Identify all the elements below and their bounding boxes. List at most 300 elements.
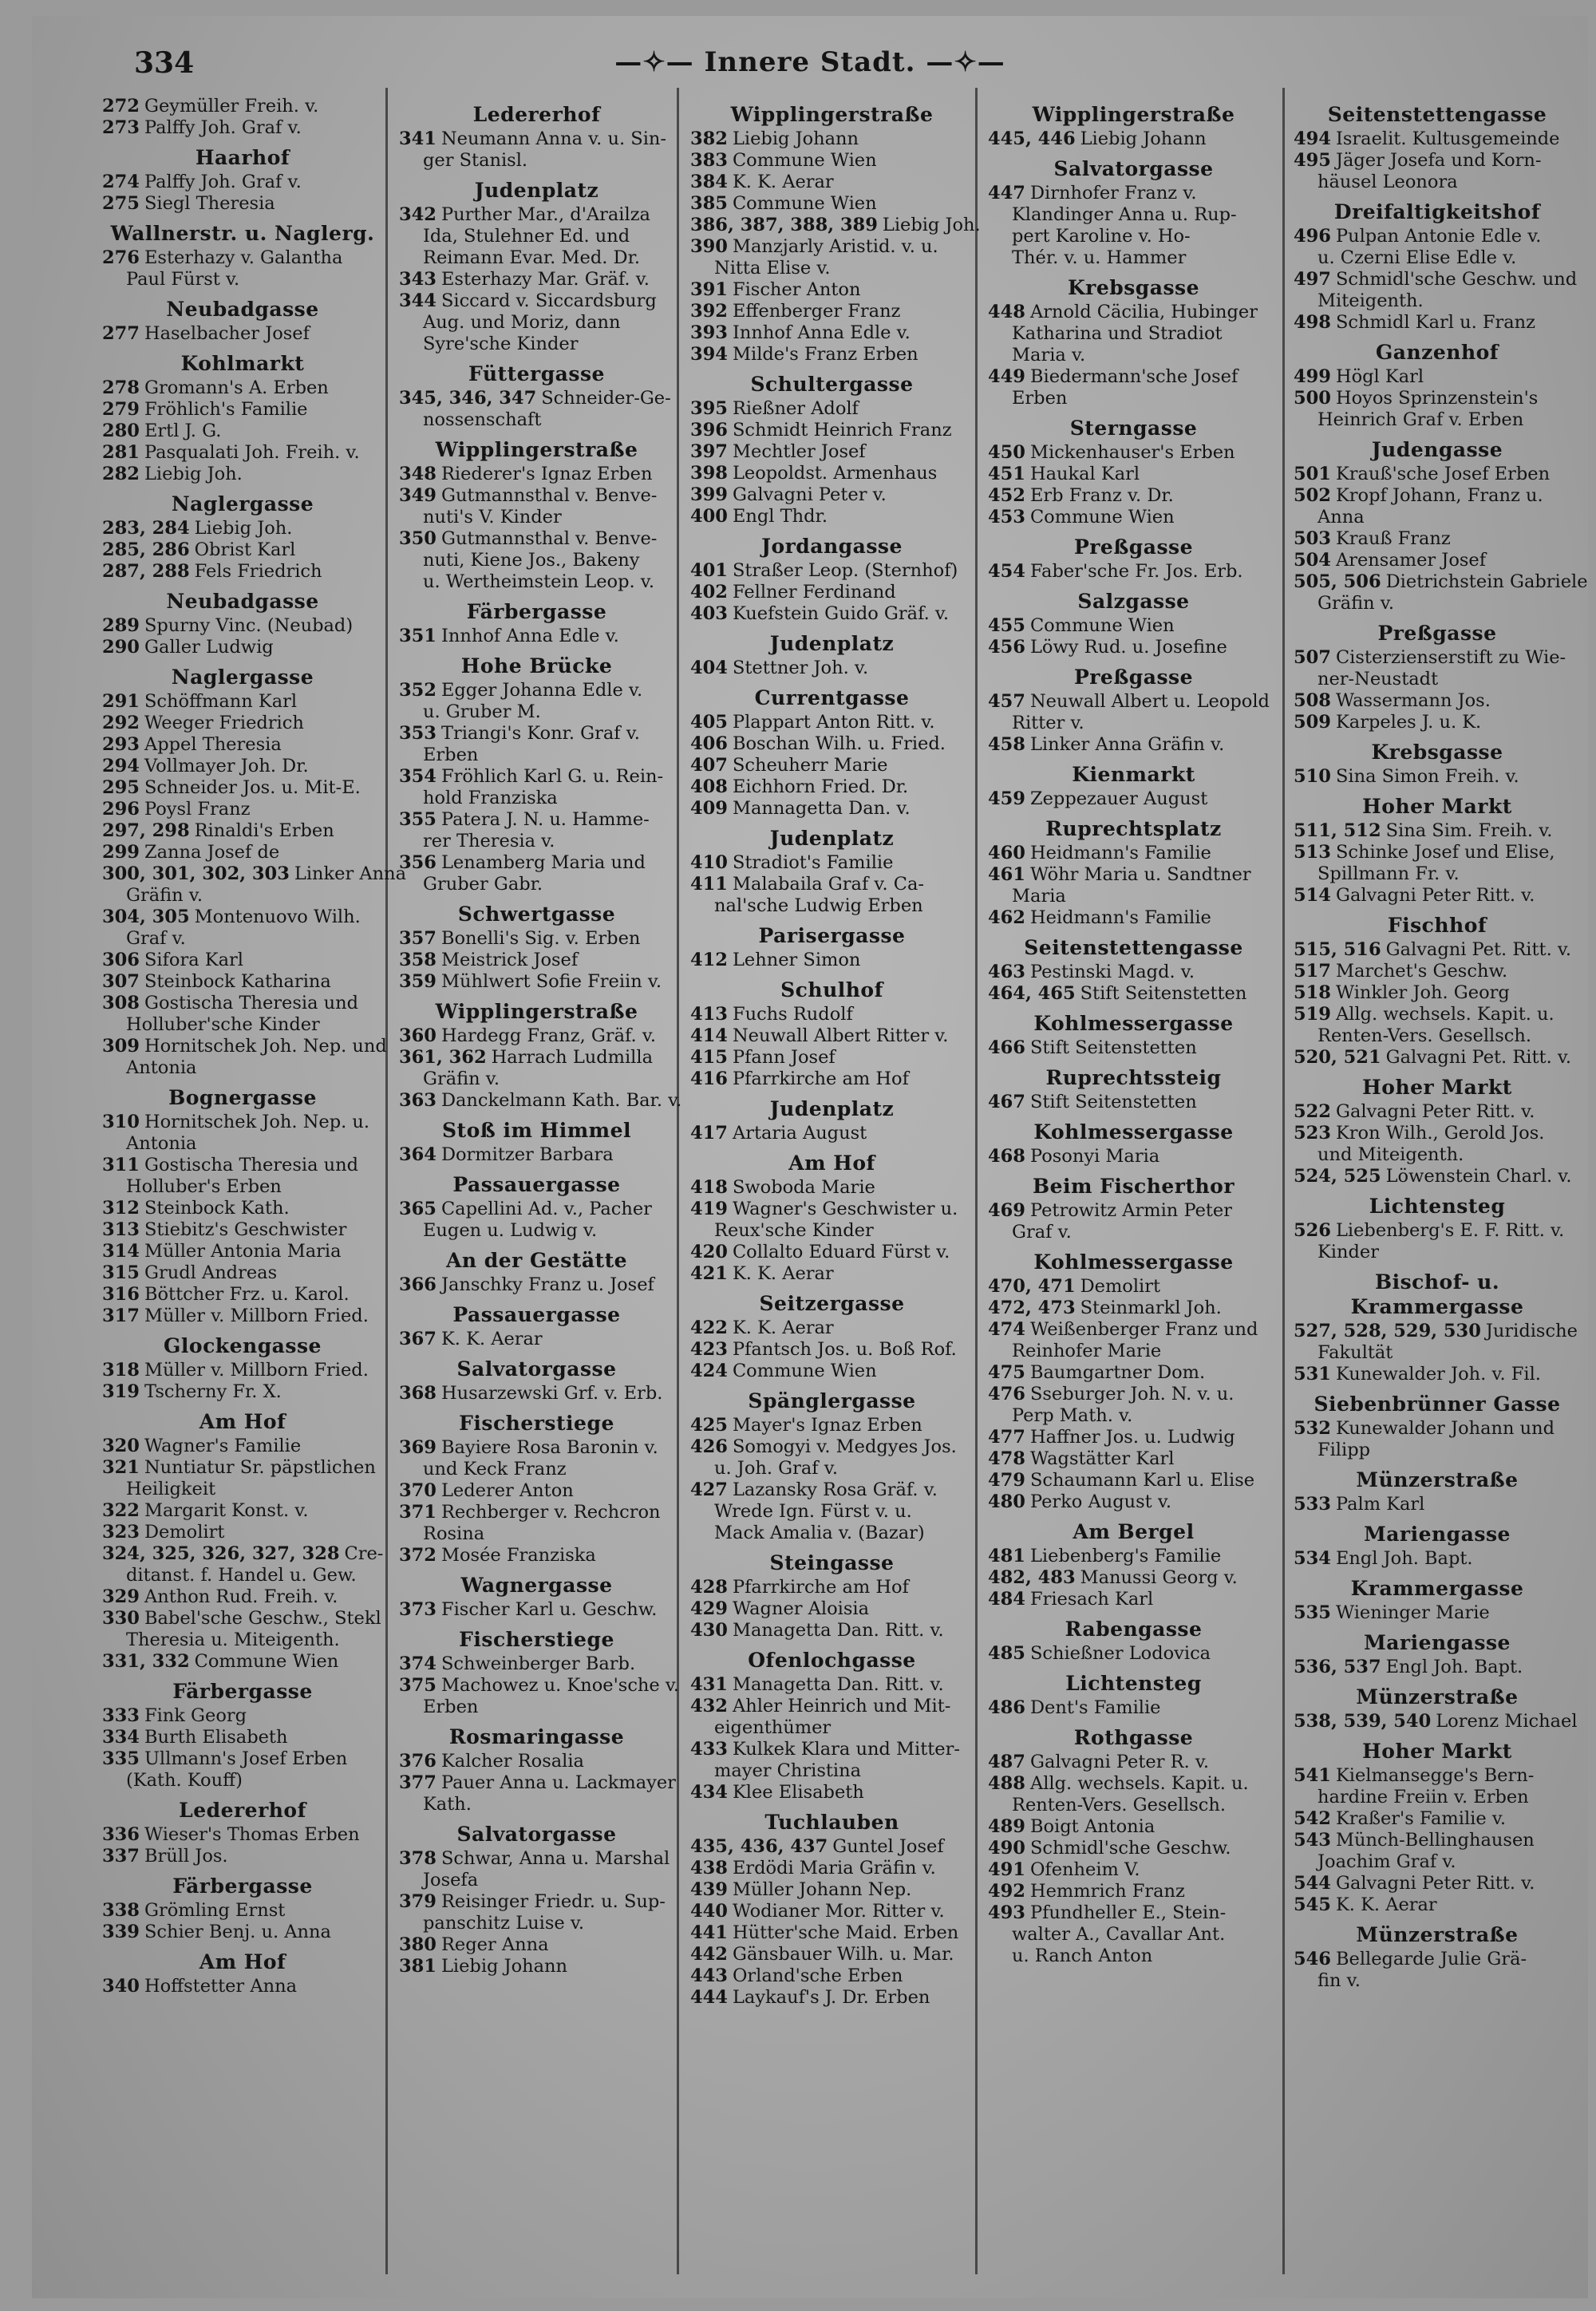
owner-name: Allg. wechsels. Kapit. u.	[1029, 1773, 1249, 1794]
owner-name: nuti's V. Kinder	[423, 507, 562, 527]
house-number: 522	[1294, 1101, 1331, 1122]
house-number: 466	[988, 1037, 1025, 1058]
owner-name: Dirnhofer Franz v.	[1029, 183, 1197, 203]
house-entry-continuation	[102, 269, 383, 290]
street-heading: Judengasse	[1371, 438, 1503, 461]
house-entry-continuation	[988, 1405, 1279, 1427]
house-entry	[102, 907, 383, 928]
owner-name: Steinbock Kath.	[144, 1198, 290, 1219]
owner-name: Erb Franz v. Dr.	[1029, 485, 1174, 506]
house-entry	[102, 1651, 383, 1673]
owner-name: Gräfin v.	[1317, 593, 1394, 614]
owner-name: Wagner's Familie	[144, 1436, 302, 1456]
owner-name: Innhof Anna Edle v.	[732, 322, 911, 343]
house-number: 414	[690, 1025, 728, 1046]
street-heading: Fischhof	[1387, 914, 1487, 937]
owner-name: Effenberger Franz	[732, 301, 901, 322]
owner-name: Hoyos Sprinzenstein's	[1335, 388, 1539, 409]
house-entry-continuation	[988, 1341, 1279, 1362]
owner-name: Liebig Johann	[440, 1956, 568, 1977]
owner-name: Liebig Joh.	[194, 518, 293, 539]
owner-name: nuti, Kiene Jos., Bakeny	[423, 550, 640, 571]
house-entry	[988, 788, 1279, 810]
house-number: 423	[690, 1339, 728, 1360]
house-entry	[690, 1739, 974, 1760]
house-entry	[102, 1900, 383, 1922]
house-number: 285, 286	[102, 539, 190, 560]
house-entry-continuation	[399, 312, 674, 334]
owner-name: Müller Antonia Maria	[144, 1241, 342, 1262]
house-entry	[1294, 1047, 1581, 1069]
owner-name: K. K. Aerar	[1335, 1894, 1437, 1915]
owner-name: Liebig Joh.	[882, 215, 981, 235]
owner-name: Posonyi Maria	[1029, 1146, 1160, 1167]
owner-name: Gostischa Theresia und	[144, 993, 359, 1013]
street-heading: Dreifaltigkeitshof	[1333, 200, 1541, 223]
house-number: 490	[988, 1838, 1025, 1859]
house-entry	[690, 1901, 974, 1922]
house-entry	[690, 1620, 974, 1641]
house-entry-continuation	[102, 1630, 383, 1651]
house-number: 485	[988, 1643, 1025, 1664]
house-number: 534	[1294, 1548, 1331, 1569]
house-entry	[690, 301, 974, 322]
house-number: 484	[988, 1589, 1025, 1610]
house-entry-continuation	[399, 409, 674, 431]
owner-name: Schaumann Karl u. Elise	[1029, 1470, 1255, 1491]
house-number: 315	[102, 1262, 140, 1283]
owner-name: Lorenz Michael	[1436, 1711, 1578, 1732]
owner-name: Stiebitz's Geschwister	[144, 1219, 347, 1240]
house-number: 464, 465	[988, 983, 1076, 1004]
house-number: 412	[690, 950, 728, 970]
street-heading: Krebsgasse	[1371, 741, 1503, 764]
house-entry	[988, 962, 1279, 983]
owner-name: Hütter'sche Maid. Erben	[732, 1922, 959, 1943]
house-entry	[102, 1306, 383, 1327]
owner-name: Reger Anna	[440, 1934, 549, 1955]
owner-name: Schinke Josef und Elise,	[1335, 842, 1555, 863]
house-entry	[399, 766, 674, 788]
street-heading: Krammergasse	[1350, 1577, 1524, 1600]
owner-name: Machowez u. Knoe'sche v.	[440, 1675, 680, 1696]
house-entry	[399, 1891, 674, 1913]
house-entry	[690, 1242, 974, 1263]
owner-name: Petrowitz Armin Peter	[1029, 1200, 1232, 1221]
owner-name: pert Karoline v. Ho-	[1012, 226, 1191, 247]
house-number: 452	[988, 485, 1025, 506]
house-number: 289	[102, 615, 140, 636]
street-heading: Seitzergasse	[759, 1292, 905, 1315]
owner-name: Heiligkeit	[126, 1479, 216, 1499]
owner-name: eigenthümer	[714, 1717, 832, 1738]
house-entry	[1294, 312, 1581, 334]
house-entry-continuation	[1294, 863, 1581, 885]
house-entry	[102, 756, 383, 777]
house-entry	[690, 236, 974, 258]
owner-name: Gutmannsthal v. Benve-	[440, 485, 658, 506]
house-number: 356	[399, 852, 437, 873]
house-entry	[988, 442, 1279, 464]
owner-name: Poysl Franz	[144, 799, 251, 820]
owner-name: Arnold Cäcilia, Hubinger	[1029, 302, 1258, 322]
house-entry	[690, 484, 974, 506]
house-entry-continuation	[1294, 507, 1581, 528]
house-entry	[102, 691, 383, 713]
owner-name: Liebenberg's E. F. Ritt. v.	[1335, 1220, 1565, 1241]
owner-name: Thér. v. u. Hammer	[1012, 247, 1187, 268]
house-entry	[102, 1522, 383, 1543]
street-heading: Neubadgasse	[166, 298, 319, 321]
house-number: 442	[690, 1944, 728, 1965]
owner-name: u. Ranch Anton	[1012, 1946, 1153, 1966]
street-heading: Kienmarkt	[1072, 763, 1195, 786]
house-entry	[102, 539, 383, 561]
owner-name: Egger Johanna Edle v.	[440, 680, 643, 701]
house-number: 431	[690, 1674, 728, 1695]
house-number: 355	[399, 809, 437, 830]
house-number: 278	[102, 377, 140, 398]
house-number: 314	[102, 1241, 140, 1262]
owner-name: Dormitzer Barbara	[440, 1144, 614, 1165]
house-entry	[988, 1859, 1279, 1881]
house-number: 335	[102, 1748, 140, 1769]
house-number: 496	[1294, 226, 1331, 247]
house-number: 458	[988, 734, 1025, 755]
house-number: 511, 512	[1294, 820, 1381, 841]
house-number: 295	[102, 777, 140, 798]
house-number: 417	[690, 1123, 728, 1144]
house-entry	[1294, 1830, 1581, 1851]
owner-name: Patera J. N. u. Hamme-	[440, 809, 650, 830]
street-heading: Judenplatz	[769, 1097, 895, 1120]
owner-name: Weeger Friedrich	[144, 713, 304, 733]
owner-name: Fuchs Rudolf	[732, 1004, 853, 1025]
owner-name: Marchet's Geschw.	[1335, 961, 1508, 982]
street-heading: Preßgasse	[1377, 622, 1497, 645]
owner-name: Engl Joh. Bapt.	[1385, 1657, 1523, 1677]
house-number: 546	[1294, 1949, 1331, 1969]
house-entry-continuation	[690, 1220, 974, 1242]
house-entry	[1294, 550, 1581, 571]
owner-name: Böttcher Frz. u. Karol.	[144, 1284, 350, 1305]
house-number: 510	[1294, 766, 1331, 787]
owner-name: Juridische	[1485, 1321, 1578, 1341]
owner-name: Wieninger Marie	[1335, 1602, 1490, 1623]
owner-name: Gräfin v.	[423, 1069, 500, 1089]
owner-name: Danckelmann Kath. Bar. v.	[440, 1090, 682, 1111]
street-heading: Schultergasse	[750, 373, 914, 396]
owner-name: u. Czerni Elise Edle v.	[1317, 247, 1517, 268]
owner-name: Sifora Karl	[144, 950, 243, 970]
house-entry	[102, 1284, 383, 1306]
house-entry	[399, 1144, 674, 1166]
owner-name: Riederer's Ignaz Erben	[440, 464, 653, 484]
house-number: 486	[988, 1697, 1025, 1718]
house-entry	[690, 1922, 974, 1944]
house-entry-continuation	[1294, 1342, 1581, 1364]
house-number: 363	[399, 1090, 437, 1111]
house-entry	[690, 1879, 974, 1901]
owner-name: Maria	[1012, 886, 1066, 907]
owner-name: nossenschaft	[423, 409, 542, 430]
house-number: 487	[988, 1752, 1025, 1772]
owner-name: ner-Neustadt	[1317, 669, 1439, 689]
house-entry-continuation	[988, 323, 1279, 345]
owner-name: Lazansky Rosa Gräf. v.	[732, 1479, 938, 1500]
house-number: 299	[102, 842, 140, 863]
house-number: 395	[690, 398, 728, 419]
house-number: 524, 525	[1294, 1166, 1381, 1187]
house-entry	[399, 388, 674, 409]
house-number: 361, 362	[399, 1047, 487, 1068]
house-entry	[988, 864, 1279, 886]
house-number: 448	[988, 302, 1025, 322]
house-entry	[399, 1383, 674, 1404]
house-entry	[1294, 128, 1581, 150]
owner-name: Commune Wien	[732, 193, 877, 214]
owner-name: Straßer Leop. (Sternhof)	[732, 560, 958, 581]
house-entry	[1294, 885, 1581, 907]
house-number: 519	[1294, 1004, 1331, 1025]
house-entry	[690, 506, 974, 527]
house-entry	[1294, 1873, 1581, 1894]
house-entry	[988, 1092, 1279, 1113]
house-number: 468	[988, 1146, 1025, 1167]
house-entry	[399, 852, 674, 874]
owner-name: Müller v. Millborn Fried.	[144, 1360, 369, 1381]
house-entry-continuation	[1294, 409, 1581, 431]
house-number: 509	[1294, 712, 1331, 733]
house-number: 513	[1294, 842, 1331, 863]
owner-name: K. K. Aerar	[440, 1329, 543, 1349]
owner-name: Ofenheim V.	[1029, 1859, 1140, 1880]
house-entry	[1294, 1364, 1581, 1385]
house-number: 281	[102, 442, 140, 463]
owner-name: Bonelli's Sig. v. Erben	[440, 928, 641, 949]
owner-name: Allg. wechsels. Kapit. u.	[1335, 1004, 1555, 1025]
house-entry-continuation	[399, 1459, 674, 1480]
house-number: 492	[988, 1881, 1025, 1902]
owner-name: Anna	[1317, 507, 1365, 527]
street-heading: Rabengasse	[1065, 1618, 1203, 1641]
owner-name: Pasqualati Joh. Freih. v.	[144, 442, 360, 463]
house-number: 365	[399, 1199, 437, 1219]
street-heading: Passauergasse	[452, 1173, 621, 1196]
owner-name: Schwar, Anna u. Marshal	[440, 1848, 670, 1869]
house-entry	[690, 712, 974, 733]
owner-name: Grömling Ernst	[144, 1900, 286, 1921]
house-number: 532	[1294, 1418, 1331, 1439]
owner-name: ditanst. f. Handel u. Gew.	[126, 1565, 357, 1586]
house-entry-continuation	[988, 1924, 1279, 1946]
street-heading: Naglergasse	[171, 492, 314, 516]
house-number: 426	[690, 1436, 728, 1457]
street-heading: Mariengasse	[1364, 1523, 1511, 1546]
house-entry	[1294, 571, 1588, 593]
owner-name: Reisinger Friedr. u. Sup-	[440, 1891, 666, 1912]
street-heading: Preßgasse	[1073, 535, 1194, 559]
house-entry-continuation	[399, 550, 674, 571]
owner-name: Pfarrkirche am Hof	[732, 1069, 909, 1089]
house-entry	[988, 1362, 1279, 1384]
house-entry-continuation	[690, 895, 974, 917]
owner-name: Triangi's Konr. Graf v.	[440, 723, 640, 744]
page-number: 334	[134, 46, 195, 80]
owner-name: Fink Georg	[144, 1705, 247, 1726]
owner-name: Ida, Stulehner Ed. und	[423, 226, 630, 247]
house-entry-continuation	[399, 788, 674, 809]
house-entry	[102, 615, 383, 637]
house-number: 316	[102, 1284, 140, 1305]
house-number: 391	[690, 279, 728, 300]
house-number: 383	[690, 150, 728, 171]
house-entry	[690, 322, 974, 344]
house-entry	[102, 1922, 383, 1943]
house-entry-continuation	[690, 1501, 974, 1523]
house-entry	[399, 1772, 674, 1794]
street-heading: Wipplingerstraße	[730, 103, 934, 126]
house-number: 307	[102, 971, 140, 992]
owner-name: Schmidl Karl u. Franz	[1335, 312, 1536, 333]
house-entry-continuation	[988, 345, 1279, 366]
house-entry	[102, 734, 383, 756]
owner-name: Eichhorn Fried. Dr.	[732, 776, 909, 797]
house-number: 341	[399, 128, 437, 149]
owner-name: u. Wertheimstein Leop. v.	[423, 571, 654, 592]
house-entry	[1294, 842, 1581, 863]
house-number: 517	[1294, 961, 1331, 982]
house-entry	[690, 1025, 974, 1047]
house-number: 283, 284	[102, 518, 190, 539]
house-entry	[399, 626, 674, 647]
street-heading: Krebsgasse	[1067, 276, 1200, 299]
owner-name: Brüll Jos.	[144, 1846, 228, 1867]
house-entry-continuation	[399, 1794, 674, 1815]
house-entry	[690, 852, 974, 874]
house-entry	[988, 485, 1279, 507]
owner-name: Commune Wien	[732, 1361, 877, 1381]
house-number: 400	[690, 506, 728, 527]
owner-name: Schmidt Heinrich Franz	[732, 420, 952, 440]
owner-name: Sina Sim. Freih. v.	[1385, 820, 1553, 841]
house-entry	[988, 1319, 1279, 1341]
owner-name: Gromann's A. Erben	[144, 377, 329, 398]
owner-name: u. Joh. Graf v.	[714, 1458, 838, 1479]
house-number: 312	[102, 1198, 140, 1219]
house-entry	[988, 1752, 1279, 1773]
street-heading: Wipplingerstraße	[435, 1000, 638, 1023]
house-number: 358	[399, 950, 437, 970]
house-number: 279	[102, 399, 140, 420]
street-heading: Ruprechtssteig	[1045, 1066, 1222, 1089]
directory-column	[399, 96, 682, 2266]
house-entry	[988, 366, 1279, 388]
house-entry-continuation	[1294, 247, 1581, 269]
house-entry	[102, 421, 383, 442]
owner-name: Maria v.	[1012, 345, 1086, 365]
house-entry-continuation	[399, 1697, 674, 1718]
house-number: 443	[690, 1965, 728, 1986]
owner-name: Lederer Anton	[440, 1480, 574, 1501]
owner-name: Perko August v.	[1029, 1491, 1172, 1512]
house-number: 418	[690, 1177, 728, 1198]
owner-name: Löwy Rud. u. Josefine	[1029, 637, 1227, 658]
house-entry	[102, 637, 383, 658]
street-heading: An der Gestätte	[445, 1249, 628, 1272]
house-entry	[690, 1782, 974, 1803]
street-heading: Tuchlauben	[764, 1811, 899, 1834]
owner-name: Malabaila Graf v. Ca-	[732, 874, 925, 895]
owner-name: Schmidl'sche Geschw. und	[1335, 269, 1578, 290]
house-number: 274	[102, 172, 140, 192]
house-entry-continuation	[690, 1458, 974, 1479]
house-number: 462	[988, 907, 1025, 928]
owner-name: K. K. Aerar	[732, 1317, 834, 1338]
owner-name: Fakultät	[1317, 1342, 1393, 1363]
house-number: 385	[690, 193, 728, 214]
street-heading: Kohlmessergasse	[1033, 1250, 1234, 1274]
owner-name: Schöffmann Karl	[144, 691, 298, 712]
house-entry	[102, 1112, 383, 1133]
house-entry	[690, 1177, 974, 1199]
owner-name: Engl Joh. Bapt.	[1335, 1548, 1473, 1569]
house-entry-continuation	[399, 507, 674, 528]
house-number: 447	[988, 183, 1025, 203]
house-number: 369	[399, 1437, 437, 1458]
owner-name: Wagner's Geschwister u.	[732, 1199, 958, 1219]
owner-name: Sseburger Joh. N. v. u.	[1029, 1384, 1235, 1404]
owner-name: Kielmansegge's Bern-	[1335, 1765, 1535, 1786]
house-entry	[1294, 982, 1581, 1004]
house-entry	[102, 96, 383, 117]
house-number: 373	[399, 1599, 437, 1620]
house-number: 308	[102, 993, 140, 1013]
owner-name: Högl Karl	[1335, 366, 1424, 387]
house-entry	[399, 928, 674, 950]
house-number: 300, 301, 302, 303	[102, 863, 290, 884]
house-entry	[399, 485, 674, 507]
owner-name: Galvagni Pet. Ritt. v.	[1385, 939, 1572, 960]
house-number: 545	[1294, 1894, 1331, 1915]
house-entry	[988, 1643, 1279, 1665]
owner-name: Pulpan Antonie Edle v.	[1335, 226, 1542, 247]
house-entry	[988, 183, 1279, 204]
house-entry	[690, 1836, 974, 1858]
house-entry	[399, 680, 674, 701]
house-entry	[988, 1200, 1279, 1222]
street-heading: Glockengasse	[164, 1334, 322, 1357]
house-entry	[690, 950, 974, 971]
street-heading: Passauergasse	[452, 1303, 621, 1326]
owner-name: Müller Johann Nep.	[732, 1879, 912, 1900]
house-entry	[690, 279, 974, 301]
owner-name: Pauer Anna u. Lackmayer	[440, 1772, 676, 1793]
owner-name: Commune Wien	[1029, 507, 1175, 527]
house-entry	[102, 193, 383, 215]
house-entry	[399, 1480, 674, 1502]
house-entry	[690, 463, 974, 484]
owner-name: Babel'sche Geschw., Stekl	[144, 1608, 381, 1629]
owner-name: Commune Wien	[1029, 615, 1175, 636]
house-entry	[690, 1577, 974, 1598]
house-number: 451	[988, 464, 1025, 484]
owner-name: Manzjarly Aristid. v. u.	[732, 236, 938, 257]
house-number: 467	[988, 1092, 1025, 1112]
owner-name: Mayer's Ignaz Erben	[732, 1415, 922, 1436]
house-entry	[1294, 712, 1581, 733]
owner-name: Liebig Johann	[732, 128, 859, 149]
